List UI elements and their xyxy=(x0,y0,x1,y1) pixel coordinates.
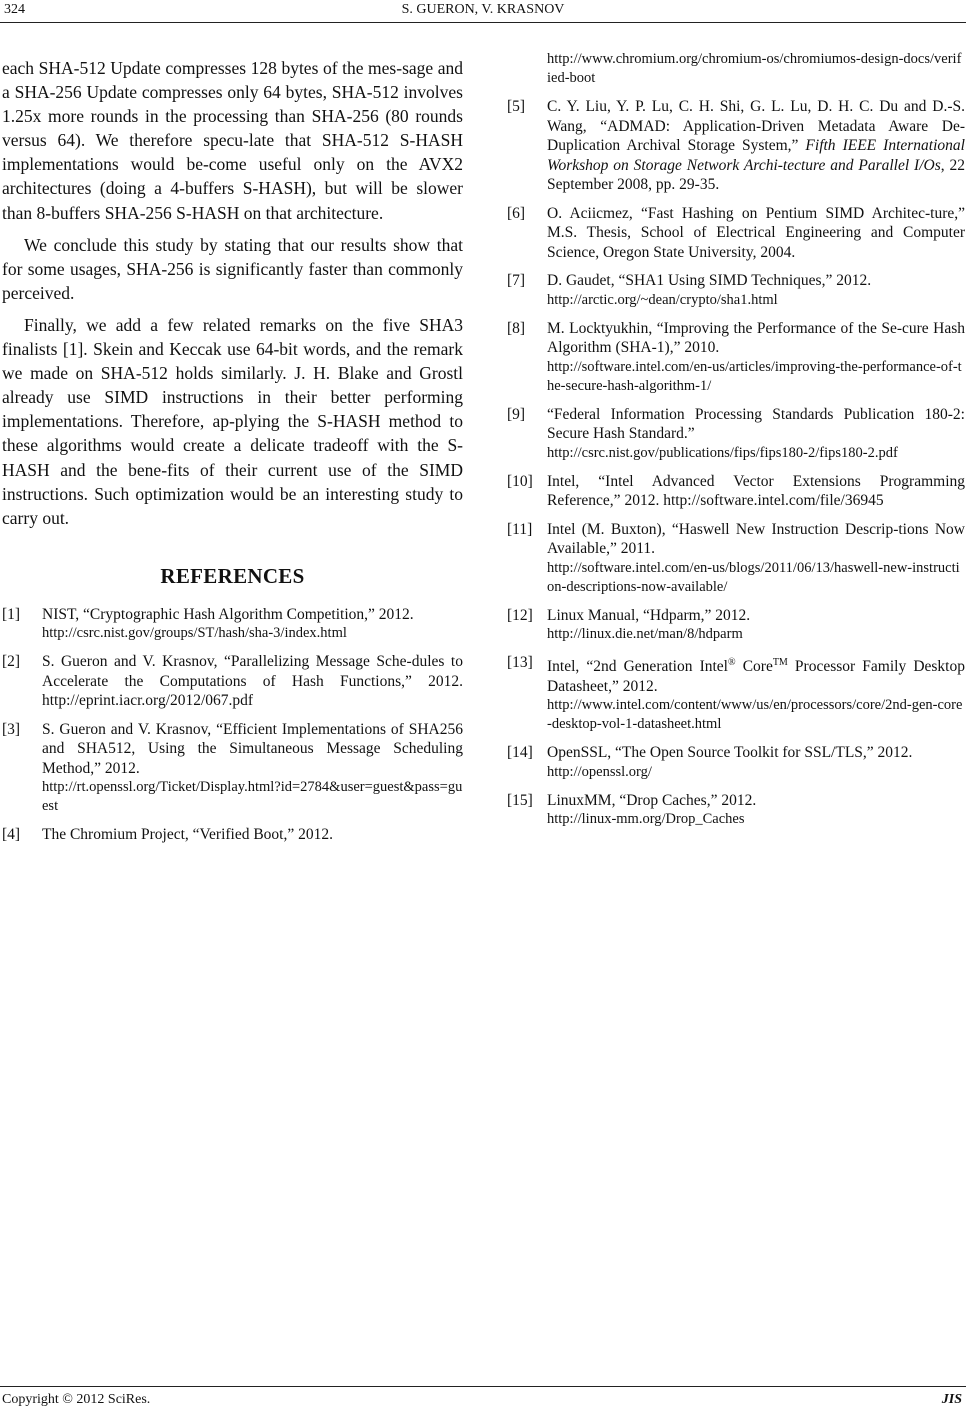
reference-item xyxy=(2,652,463,711)
reference-text: NIST, “Cryptographic Hash Algorithm Competition,” 2012. xyxy=(42,605,414,623)
reference-number: [6] xyxy=(507,204,526,222)
reference-item xyxy=(507,743,965,782)
reference-item xyxy=(507,204,965,263)
reference-link[interactable]: http://software.intel.com/en-us/articles/improving-the-performance-of-the-secure-hash-algorithm-1/ xyxy=(547,358,962,394)
reference-link[interactable]: http://linux-mm.org/Drop_Caches xyxy=(547,811,745,828)
reference-item xyxy=(507,520,965,597)
reference-number: [10] xyxy=(507,472,533,490)
reference-text: D. Gaudet, “SHA1 Using SIMD Techniques,” 2012. xyxy=(547,272,872,289)
reference-link[interactable]: http://software.intel.com/en-us/blogs/2011/06/13/haswell-new-instruction-descriptions-now-available/ xyxy=(547,559,960,595)
reference-text: O. Aciicmez, “Fast Hashing on Pentium SIMD Architec-ture,” M.S. Thesis, School of Electrical Engineering and Computer Science, Oregon State University, 2004. xyxy=(547,204,965,261)
reference-number: [13] xyxy=(507,654,533,671)
reference-venue: Fifth IEEE International Workshop on Storage Network Archi-tecture and Parallel I/Os xyxy=(547,137,965,174)
reference-number: [8] xyxy=(507,319,526,337)
reference-text: Intel, “Intel Advanced Vector Extensions Programming Reference,” 2012. http://software.intel.com/file/36945 xyxy=(547,472,965,509)
reference-item xyxy=(2,605,463,644)
copyright-notice: Copyright © 2012 SciRes. xyxy=(2,1392,151,1407)
reference-number: [4] xyxy=(2,826,21,844)
reference-link[interactable]: http://linux.die.net/man/8/hdparm xyxy=(547,626,743,642)
reference-item xyxy=(507,791,965,830)
right-column xyxy=(507,50,965,838)
reference-number: [7] xyxy=(507,272,526,289)
reference-text: M. Locktyukhin, “Improving the Performance of the Se-cure Hash Algorithm (SHA-1),” 2010. xyxy=(547,319,965,356)
reference-link[interactable]: http://rt.openssl.org/Ticket/Display.html?id=2784&user=guest&pass=guest xyxy=(42,779,463,815)
reference-item xyxy=(507,405,965,463)
reference-text: Linux Manual, “Hdparm,” 2012. xyxy=(547,606,751,624)
reference-text: Intel, “2nd Generation Intel xyxy=(547,658,728,676)
reference-text: C. Y. Liu, Y. P. Lu, C. H. Shi, G. L. Lu, D. H. C. Du and D.-S. Wang, “ADMAD: Application-Driven Metadata Aware De-Duplication Archival Storage System,” xyxy=(547,98,965,154)
body-paragraph: Finally, we add a few related remarks on the five SHA3 finalists [1]. Skein and Keccak use 64-bit words, and the remark we made on SHA-512 holds similarly. J. H. Blake and Grostl already use SIMD instructions in their better performing implementations. Therefore, ap-plying the S-HASH method to these algorithms would create a delicate tradeoff with the S-HASH and the bene-fits of their current use of the SIMD instructions. Such optimization would be an interesting study to carry out. xyxy=(2,314,463,528)
reference-item xyxy=(507,97,965,195)
reference-link[interactable]: http://arctic.org/~dean/crypto/sha1.html xyxy=(547,291,778,308)
reference-number: [1] xyxy=(2,605,21,623)
reference-link[interactable]: http://openssl.org/ xyxy=(547,763,652,780)
reference-text: The Chromium Project, “Verified Boot,” 2012. xyxy=(42,826,333,844)
reference-number: [11] xyxy=(507,520,533,538)
running-header-authors: S. GUERON, V. KRASNOV xyxy=(401,2,565,17)
reference-item xyxy=(507,319,965,396)
reference-text: , 22 September 2008, pp. 29-35. xyxy=(547,156,965,193)
reference-text: Processor Family Desktop Datasheet,” 2012. xyxy=(547,658,965,695)
reference-text: Core xyxy=(735,658,773,676)
reference-number: [12] xyxy=(507,606,533,624)
reference-text: Intel (M. Buxton), “Haswell New Instruction Descrip-tions Now Available,” 2011. xyxy=(547,520,965,557)
reference-text: S. Gueron and V. Krasnov, “Efficient Implementations of SHA256 and SHA512, Using the Simultaneous Message Scheduling Method,” 2012. xyxy=(42,720,463,777)
header-rule xyxy=(0,22,966,23)
reference-item xyxy=(2,720,463,817)
page-number: 324 xyxy=(4,2,25,17)
reference-number: [2] xyxy=(2,653,21,671)
reference-text: S. Gueron and V. Krasnov, “Parallelizing Message Sche-dules to Accelerate the Computations of Hash Functions,” 2012. http://eprint.iacr.org/2012/067.pdf xyxy=(42,653,463,710)
reference-link[interactable]: http://csrc.nist.gov/groups/ST/hash/sha-3/index.html xyxy=(42,625,347,642)
reference-item xyxy=(2,825,463,845)
footer-rule xyxy=(0,1386,966,1387)
reference-text: OpenSSL, “The Open Source Toolkit for SSL/TLS,” 2012. xyxy=(547,744,913,762)
reference-number: [3] xyxy=(2,720,21,738)
reference-item xyxy=(507,653,965,734)
trademark-mark: TM xyxy=(772,657,788,668)
reference-item xyxy=(507,472,965,511)
reference-text: LinuxMM, “Drop Caches,” 2012. xyxy=(547,791,757,809)
reference-number: [14] xyxy=(507,744,533,762)
reference-number: [5] xyxy=(507,98,526,115)
reference-item xyxy=(507,271,965,310)
body-paragraph: We conclude this study by stating that our results show that for some usages, SHA-256 is significantly faster than commonly perceived. xyxy=(2,234,463,303)
reference-item xyxy=(507,606,965,645)
journal-abbreviation: JIS xyxy=(941,1392,962,1407)
reference-number: [15] xyxy=(507,791,533,809)
registered-mark: ® xyxy=(727,657,736,668)
reference-link[interactable]: http://csrc.nist.gov/publications/fips/fips180-2/fips180-2.pdf xyxy=(547,444,898,461)
reference-text: “Federal Information Processing Standards Publication 180-2: Secure Hash Standard.” xyxy=(547,405,965,442)
reference-number: [9] xyxy=(507,405,526,423)
reference-link[interactable]: http://www.chromium.org/chromium-os/chromiumos-design-docs/verified-boot xyxy=(547,51,962,86)
references-heading: REFERENCES xyxy=(160,563,305,588)
reference-link[interactable]: http://www.intel.com/content/www/us/en/processors/core/2nd-gen-core-desktop-vol-1-datasheet.html xyxy=(547,697,963,733)
body-paragraph: each SHA-512 Update compresses 128 bytes of the mes-sage and a SHA-256 Update compresses only 64 bytes, SHA-512 involves 1.25x more rounds in the processing than SHA-256 (80 rounds versus 64). We therefore specu-late that SHA-512 S-HASH implementations would be-come useful only on the AVX2 architectures (doing a 4-buffers S-HASH), but will be slower than 8-buffers SHA-256 S-HASH on that architecture. xyxy=(2,58,463,223)
left-column xyxy=(2,56,463,854)
